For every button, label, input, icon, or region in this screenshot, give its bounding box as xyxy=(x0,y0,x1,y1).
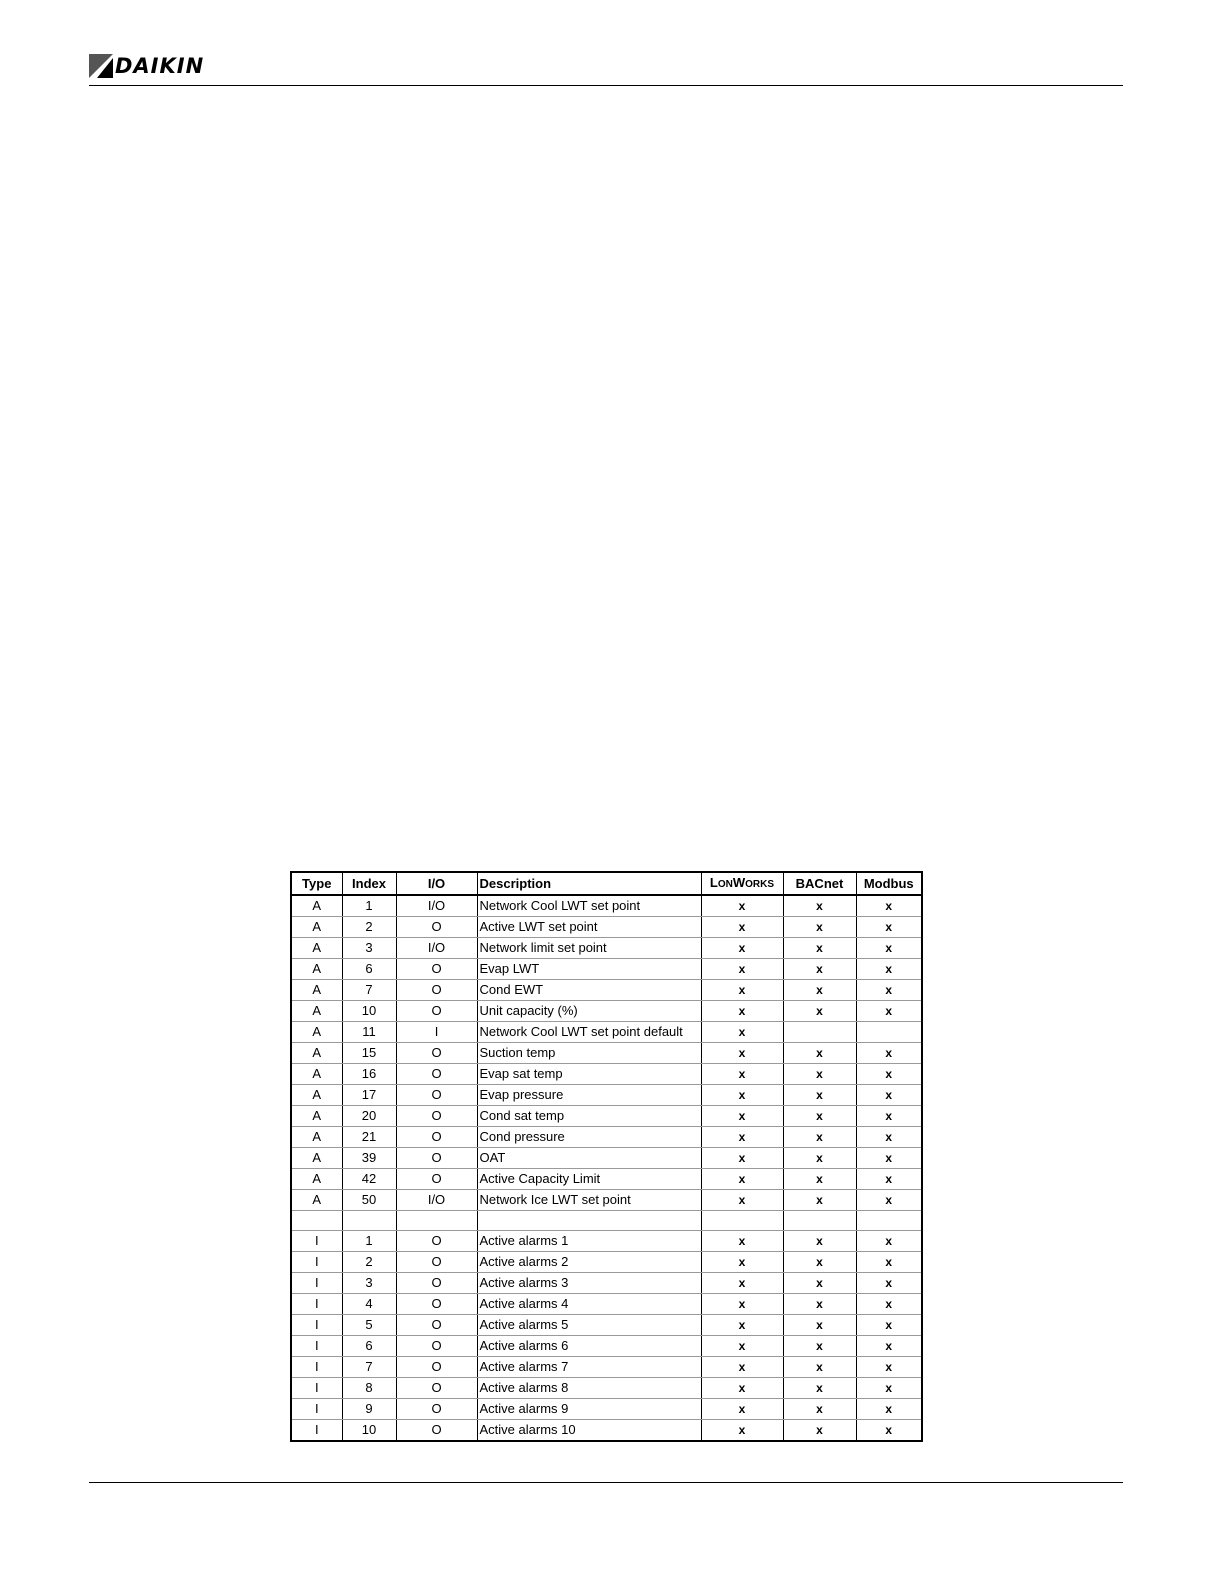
cell-bacnet: x xyxy=(783,1399,856,1420)
table-row xyxy=(291,1190,922,1211)
cell-description: Cond pressure xyxy=(477,1127,701,1148)
cell-lonworks: x xyxy=(701,1294,783,1315)
cell-modbus: x xyxy=(856,1190,922,1211)
table-row xyxy=(291,1420,922,1442)
cell-lonworks: x xyxy=(701,1001,783,1022)
cell-index: 10 xyxy=(342,1420,396,1442)
cell-io: I/O xyxy=(396,938,477,959)
cell-description: OAT xyxy=(477,1148,701,1169)
table-row xyxy=(291,1085,922,1106)
cell-bacnet: x xyxy=(783,1357,856,1378)
cell-bacnet: x xyxy=(783,1148,856,1169)
cell-modbus: x xyxy=(856,938,922,959)
table-row xyxy=(291,1315,922,1336)
cell-io: O xyxy=(396,1315,477,1336)
cell-io: O xyxy=(396,1169,477,1190)
cell-modbus: x xyxy=(856,917,922,938)
cell-bacnet: x xyxy=(783,895,856,917)
cell-lonworks: x xyxy=(701,1420,783,1442)
daikin-logo-text: DAIKIN xyxy=(115,54,205,78)
cell-index: 8 xyxy=(342,1378,396,1399)
cell-index: 21 xyxy=(342,1127,396,1148)
cell-index: 6 xyxy=(342,959,396,980)
table-row xyxy=(291,1252,922,1273)
cell-index: 10 xyxy=(342,1001,396,1022)
cell-type: A xyxy=(291,1127,342,1148)
lonworks-cap-l: L xyxy=(709,874,718,890)
cell-description: Unit capacity (%) xyxy=(477,1001,701,1022)
cell-description: Active alarms 2 xyxy=(477,1252,701,1273)
cell-bacnet: x xyxy=(783,1273,856,1294)
cell-bacnet: x xyxy=(783,1106,856,1127)
cell-bacnet: x xyxy=(783,1252,856,1273)
network-points-table xyxy=(290,871,923,1442)
cell-index: 5 xyxy=(342,1315,396,1336)
network-points-table-wrap xyxy=(290,871,921,1442)
cell-io: O xyxy=(396,1001,477,1022)
cell-io: O xyxy=(396,1043,477,1064)
cell-index: 3 xyxy=(342,1273,396,1294)
cell-type: A xyxy=(291,1064,342,1085)
cell-bacnet: x xyxy=(783,1001,856,1022)
col-header-modbus: Modbus xyxy=(856,872,922,895)
cell-description: Active alarms 5 xyxy=(477,1315,701,1336)
cell-bacnet: x xyxy=(783,1190,856,1211)
table-row xyxy=(291,1022,922,1043)
cell-bacnet xyxy=(783,1211,856,1231)
col-header-description: Description xyxy=(477,872,701,895)
table-row xyxy=(291,1148,922,1169)
cell-lonworks: x xyxy=(701,895,783,917)
table-row xyxy=(291,1273,922,1294)
cell-index: 2 xyxy=(342,1252,396,1273)
cell-description: Active alarms 6 xyxy=(477,1336,701,1357)
cell-io: O xyxy=(396,1252,477,1273)
table-row xyxy=(291,1231,922,1252)
cell-bacnet: x xyxy=(783,1064,856,1085)
cell-bacnet: x xyxy=(783,1169,856,1190)
col-header-lonworks xyxy=(701,872,783,895)
cell-index: 7 xyxy=(342,980,396,1001)
cell-description: Suction temp xyxy=(477,1043,701,1064)
table-row xyxy=(291,959,922,980)
cell-lonworks: x xyxy=(701,1085,783,1106)
cell-bacnet: x xyxy=(783,1085,856,1106)
lonworks-small-on: ON xyxy=(717,878,733,890)
cell-index: 42 xyxy=(342,1169,396,1190)
cell-type: I xyxy=(291,1336,342,1357)
cell-type: A xyxy=(291,1148,342,1169)
table-body xyxy=(291,895,922,1441)
cell-modbus: x xyxy=(856,959,922,980)
cell-bacnet: x xyxy=(783,959,856,980)
table-row xyxy=(291,980,922,1001)
cell-type: A xyxy=(291,980,342,1001)
lonworks-cap-w: W xyxy=(732,874,746,890)
table-row xyxy=(291,1211,922,1231)
cell-modbus: x xyxy=(856,1148,922,1169)
cell-modbus: x xyxy=(856,1064,922,1085)
daikin-logo xyxy=(89,52,204,80)
cell-description: Evap sat temp xyxy=(477,1064,701,1085)
cell-io: O xyxy=(396,980,477,1001)
cell-io: O xyxy=(396,1294,477,1315)
table-row xyxy=(291,1357,922,1378)
cell-modbus: x xyxy=(856,1043,922,1064)
cell-io: O xyxy=(396,1336,477,1357)
cell-io: O xyxy=(396,1127,477,1148)
cell-bacnet: x xyxy=(783,1378,856,1399)
cell-lonworks: x xyxy=(701,980,783,1001)
cell-bacnet: x xyxy=(783,1420,856,1442)
cell-modbus: x xyxy=(856,1127,922,1148)
cell-modbus: x xyxy=(856,1420,922,1442)
cell-io: O xyxy=(396,1064,477,1085)
table-row xyxy=(291,1001,922,1022)
cell-type: I xyxy=(291,1420,342,1442)
cell-type: A xyxy=(291,938,342,959)
cell-lonworks: x xyxy=(701,1043,783,1064)
cell-io: I/O xyxy=(396,895,477,917)
cell-index: 11 xyxy=(342,1022,396,1043)
cell-type: I xyxy=(291,1357,342,1378)
cell-type: A xyxy=(291,917,342,938)
cell-index: 1 xyxy=(342,1231,396,1252)
table-row xyxy=(291,1378,922,1399)
cell-description: Active LWT set point xyxy=(477,917,701,938)
lonworks-small-orks: ORKS xyxy=(745,878,775,890)
cell-description: Active alarms 1 xyxy=(477,1231,701,1252)
cell-type: I xyxy=(291,1399,342,1420)
header-rule xyxy=(89,85,1123,86)
cell-bacnet: x xyxy=(783,1231,856,1252)
cell-lonworks: x xyxy=(701,1148,783,1169)
cell-lonworks: x xyxy=(701,1399,783,1420)
cell-lonworks: x xyxy=(701,1127,783,1148)
cell-lonworks: x xyxy=(701,1336,783,1357)
cell-modbus: x xyxy=(856,1294,922,1315)
cell-io: O xyxy=(396,1085,477,1106)
cell-modbus: x xyxy=(856,1336,922,1357)
cell-index: 1 xyxy=(342,895,396,917)
cell-type: A xyxy=(291,1022,342,1043)
cell-io: O xyxy=(396,1273,477,1294)
cell-io xyxy=(396,1211,477,1231)
footer-rule xyxy=(89,1482,1123,1483)
cell-lonworks: x xyxy=(701,1273,783,1294)
cell-lonworks: x xyxy=(701,1231,783,1252)
cell-description: Active alarms 8 xyxy=(477,1378,701,1399)
cell-bacnet: x xyxy=(783,980,856,1001)
table-row xyxy=(291,938,922,959)
cell-lonworks: x xyxy=(701,1378,783,1399)
cell-index: 17 xyxy=(342,1085,396,1106)
cell-lonworks xyxy=(701,1211,783,1231)
cell-index: 2 xyxy=(342,917,396,938)
cell-lonworks: x xyxy=(701,1106,783,1127)
cell-type: A xyxy=(291,1001,342,1022)
cell-io: I xyxy=(396,1022,477,1043)
table-row xyxy=(291,1294,922,1315)
cell-modbus xyxy=(856,1211,922,1231)
table-row xyxy=(291,895,922,917)
cell-bacnet: x xyxy=(783,1294,856,1315)
col-header-bacnet: BACnet xyxy=(783,872,856,895)
cell-modbus: x xyxy=(856,980,922,1001)
cell-type: A xyxy=(291,1106,342,1127)
cell-bacnet: x xyxy=(783,1127,856,1148)
daikin-logo-triangle-icon xyxy=(89,54,113,78)
cell-io: O xyxy=(396,1148,477,1169)
cell-index: 7 xyxy=(342,1357,396,1378)
cell-lonworks: x xyxy=(701,1315,783,1336)
cell-io: O xyxy=(396,1399,477,1420)
col-header-index: Index xyxy=(342,872,396,895)
cell-type: I xyxy=(291,1294,342,1315)
cell-index: 50 xyxy=(342,1190,396,1211)
table-row xyxy=(291,1064,922,1085)
cell-lonworks: x xyxy=(701,1357,783,1378)
cell-description: Evap LWT xyxy=(477,959,701,980)
cell-lonworks: x xyxy=(701,1064,783,1085)
table-row xyxy=(291,1169,922,1190)
cell-modbus: x xyxy=(856,1106,922,1127)
cell-type: A xyxy=(291,1190,342,1211)
cell-type: I xyxy=(291,1252,342,1273)
cell-index xyxy=(342,1211,396,1231)
cell-modbus: x xyxy=(856,1273,922,1294)
cell-modbus: x xyxy=(856,1315,922,1336)
cell-description: Active alarms 7 xyxy=(477,1357,701,1378)
table-row xyxy=(291,1336,922,1357)
cell-bacnet: x xyxy=(783,917,856,938)
cell-type: A xyxy=(291,895,342,917)
cell-type: A xyxy=(291,1169,342,1190)
cell-io: O xyxy=(396,959,477,980)
cell-modbus: x xyxy=(856,1001,922,1022)
cell-modbus: x xyxy=(856,1399,922,1420)
cell-lonworks: x xyxy=(701,1022,783,1043)
cell-index: 6 xyxy=(342,1336,396,1357)
table-row xyxy=(291,1399,922,1420)
cell-bacnet: x xyxy=(783,1336,856,1357)
cell-index: 3 xyxy=(342,938,396,959)
cell-io: O xyxy=(396,1357,477,1378)
cell-modbus: x xyxy=(856,1169,922,1190)
cell-lonworks: x xyxy=(701,1252,783,1273)
cell-index: 20 xyxy=(342,1106,396,1127)
cell-index: 15 xyxy=(342,1043,396,1064)
cell-bacnet: x xyxy=(783,1043,856,1064)
cell-description: Network Cool LWT set point xyxy=(477,895,701,917)
cell-modbus: x xyxy=(856,1231,922,1252)
cell-lonworks: x xyxy=(701,1190,783,1211)
table-row xyxy=(291,1127,922,1148)
cell-io: O xyxy=(396,917,477,938)
cell-description: Cond EWT xyxy=(477,980,701,1001)
cell-type: I xyxy=(291,1315,342,1336)
cell-index: 9 xyxy=(342,1399,396,1420)
cell-type xyxy=(291,1211,342,1231)
cell-type: I xyxy=(291,1378,342,1399)
cell-description xyxy=(477,1211,701,1231)
table-row xyxy=(291,1043,922,1064)
cell-description: Network Cool LWT set point default xyxy=(477,1022,701,1043)
cell-bacnet xyxy=(783,1022,856,1043)
col-header-io: I/O xyxy=(396,872,477,895)
cell-modbus: x xyxy=(856,1252,922,1273)
cell-index: 39 xyxy=(342,1148,396,1169)
cell-lonworks: x xyxy=(701,938,783,959)
cell-io: O xyxy=(396,1420,477,1442)
cell-type: I xyxy=(291,1273,342,1294)
cell-description: Cond sat temp xyxy=(477,1106,701,1127)
cell-index: 16 xyxy=(342,1064,396,1085)
cell-modbus xyxy=(856,1022,922,1043)
cell-type: A xyxy=(291,1043,342,1064)
cell-bacnet: x xyxy=(783,1315,856,1336)
table-header-row xyxy=(291,872,922,895)
cell-type: A xyxy=(291,1085,342,1106)
col-header-type: Type xyxy=(291,872,342,895)
cell-io: I/O xyxy=(396,1190,477,1211)
cell-description: Active alarms 9 xyxy=(477,1399,701,1420)
cell-description: Active alarms 3 xyxy=(477,1273,701,1294)
table-row xyxy=(291,1106,922,1127)
cell-description: Active alarms 10 xyxy=(477,1420,701,1442)
cell-description: Network limit set point xyxy=(477,938,701,959)
cell-io: O xyxy=(396,1378,477,1399)
cell-description: Network Ice LWT set point xyxy=(477,1190,701,1211)
cell-bacnet: x xyxy=(783,938,856,959)
cell-index: 4 xyxy=(342,1294,396,1315)
cell-modbus: x xyxy=(856,1378,922,1399)
cell-description: Evap pressure xyxy=(477,1085,701,1106)
cell-io: O xyxy=(396,1106,477,1127)
cell-type: A xyxy=(291,959,342,980)
cell-modbus: x xyxy=(856,1085,922,1106)
cell-io: O xyxy=(396,1231,477,1252)
cell-description: Active Capacity Limit xyxy=(477,1169,701,1190)
table-row xyxy=(291,917,922,938)
cell-lonworks: x xyxy=(701,959,783,980)
cell-modbus: x xyxy=(856,895,922,917)
cell-description: Active alarms 4 xyxy=(477,1294,701,1315)
page-header xyxy=(89,52,1123,86)
cell-lonworks: x xyxy=(701,1169,783,1190)
cell-lonworks: x xyxy=(701,917,783,938)
cell-modbus: x xyxy=(856,1357,922,1378)
cell-type: I xyxy=(291,1231,342,1252)
